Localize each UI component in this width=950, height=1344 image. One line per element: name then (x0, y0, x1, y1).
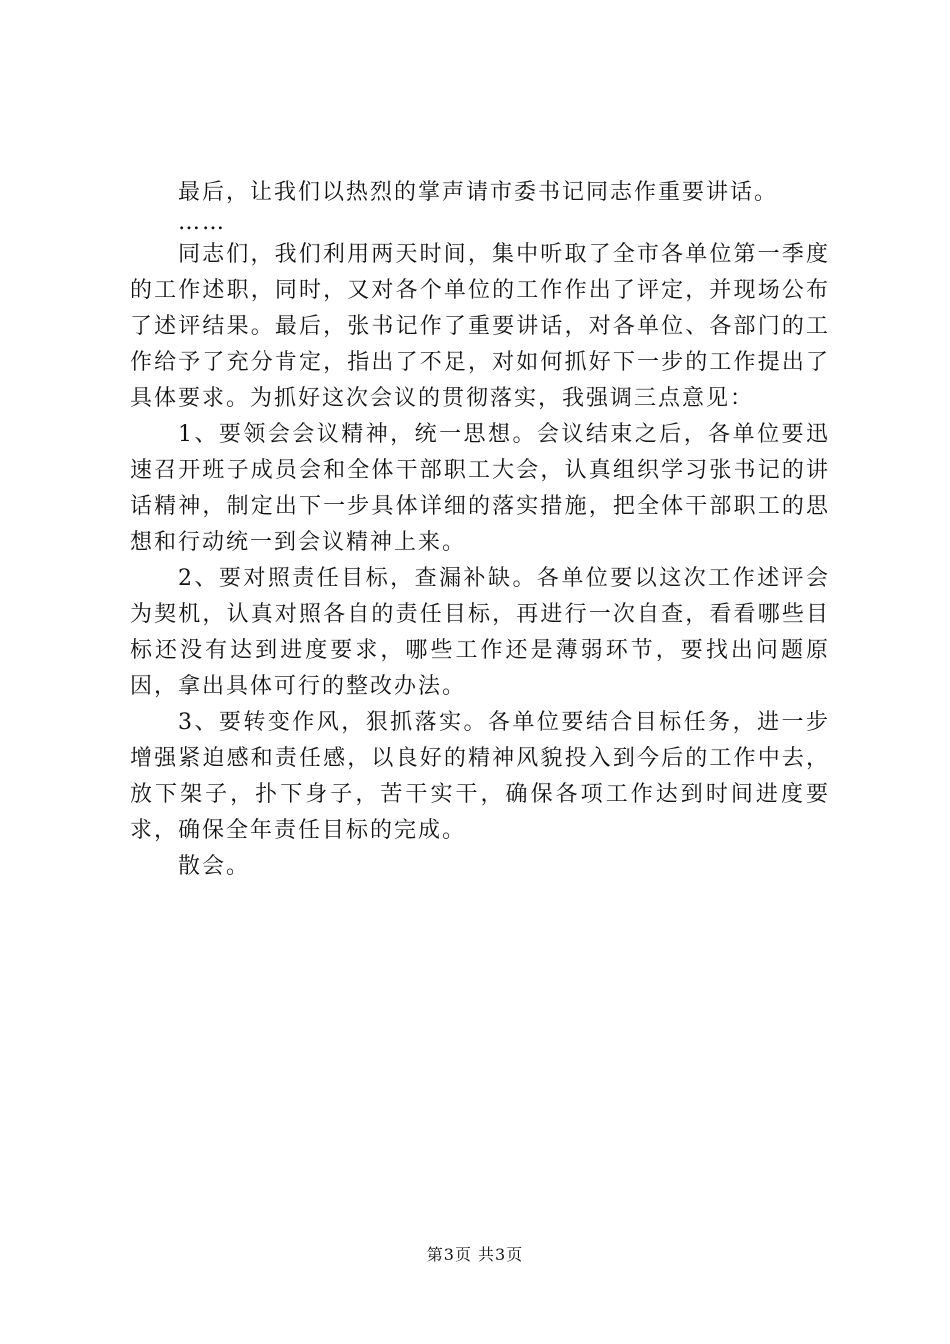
document-body (130, 175, 830, 885)
adjourn-paragraph: 散会。 (178, 854, 251, 879)
ellipsis-paragraph: …… (178, 210, 226, 235)
closing-invitation-paragraph: 最后，让我们以热烈的掌声请市委书记同志作重要讲话。 (178, 180, 779, 205)
point-two-paragraph: 2、要对照责任目标，查漏补缺。各单位要以这次工作述评会为契机，认真对照各自的责任目标，再进行一次自查，看看哪些目标还没有达到进度要求，哪些工作还是薄弱环节，要找出问题原因，拿出具体可行的整改办法。 (130, 566, 830, 699)
summary-paragraph: 同志们，我们利用两天时间，集中听取了全市各单位第一季度的工作述职，同时，又对各个单位的工作作出了评定，并现场公布了述评结果。最后，张书记作了重要讲话，对各单位、各部门的工作给予了充分肯定，指出了不足，对如何抓好下一步的工作提出了具体要求。为抓好这次会议的贯彻落实，我强调三点意见： (130, 242, 830, 411)
page-number-footer: 第3页 共3页 (426, 1245, 524, 1264)
point-three-paragraph: 3、要转变作风，狠抓落实。各单位要结合目标任务，进一步增强紧迫感和责任感，以良好的精神风貌投入到今后的工作中去，放下架子，扑下身子，苦干实干，确保各项工作达到时间进度要求，确保全年责任目标的完成。 (130, 710, 830, 843)
point-one-paragraph: 1、要领会会议精神，统一思想。会议结束之后，各单位要迅速召开班子成员会和全体干部职工大会，认真组织学习张书记的讲话精神，制定出下一步具体详细的落实措施，把全体干部职工的思想和行动统一到会议精神上来。 (130, 422, 830, 555)
